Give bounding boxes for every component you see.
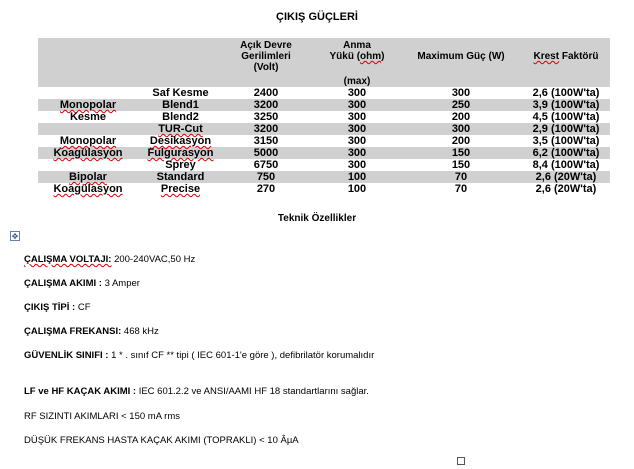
crest-cell: 4,5 (100W'ta) [532, 111, 600, 123]
volt-cell: 3200 [253, 99, 279, 111]
power-cell: 150 [451, 159, 471, 171]
spec-value: 1 * . sınıf CF ** tipi ( IEC 601-1'e göre ), defibrilatör korumalıdır [111, 350, 375, 361]
crest-cell: 8,4 (100W'ta) [532, 159, 600, 171]
group-koagulasyon2-text: Koagülasyon [53, 183, 123, 195]
load-cell: 300 [347, 111, 367, 123]
crest-cell: 6,2 (100W'ta) [532, 147, 600, 159]
crest-cell: 2,6 (100W'ta) [532, 87, 600, 99]
power-cell: 70 [454, 171, 468, 183]
mode-cell [138, 147, 223, 159]
group-monopolar2 [38, 135, 138, 147]
spec-value: 468 kHz [121, 326, 159, 337]
rf-leakage-text: RF SIZINTI AKIMLARI < 150 mA rms [24, 411, 180, 422]
group-monopolar2-text: Monopolar [59, 135, 117, 147]
spec-output-type [24, 302, 444, 314]
krest-word: Krest [533, 51, 560, 62]
spec-label: ÇALIŞMA VOLTAJI: [24, 254, 112, 265]
mode-cell [138, 123, 223, 135]
table-move-handle-icon[interactable]: ✥ [11, 232, 19, 241]
header-load [314, 40, 400, 62]
group-koagulasyon2 [38, 183, 138, 195]
load-cell: 100 [347, 183, 367, 195]
spec-current [24, 278, 444, 290]
load-cell: 300 [347, 99, 367, 111]
header-voltage [223, 40, 309, 73]
spec-value: CF [75, 302, 91, 313]
precise-text: Precise [160, 183, 201, 195]
end-of-cell-marker [457, 457, 465, 465]
volt-cell: 750 [256, 171, 276, 183]
spec-label: ÇALIŞMA FREKANSI: [24, 326, 122, 337]
group-koagulasyon-text: Koagülasyon [53, 147, 123, 159]
power-cell: 70 [454, 183, 468, 195]
crest-cell: 3,5 (100W'ta) [532, 135, 600, 147]
spec-voltage [24, 254, 444, 266]
load-cell: 100 [347, 171, 367, 183]
spec-value: 200-240VAC,50 Hz [111, 254, 196, 265]
mode-cell: Standard [156, 171, 205, 183]
load-cell: 300 [347, 135, 367, 147]
mode-cell: Blend2 [162, 111, 199, 123]
mode-cell: Sprey [165, 159, 196, 171]
volt-cell: 3150 [253, 135, 279, 147]
power-cell: 150 [451, 147, 471, 159]
spec-value: 3 Amper [101, 278, 140, 289]
spec-frequency [24, 326, 444, 338]
ohm-word: ohm [360, 51, 382, 62]
group-bipolar [38, 171, 138, 183]
desikasyon-text: Desikasyon [149, 135, 212, 147]
spec-label: ÇALIŞMA AKIMI : [24, 278, 102, 289]
spec-leakage [24, 386, 464, 398]
group-monopolar-text: Monopolar [59, 99, 117, 111]
mode-cell [138, 135, 223, 147]
power-cell: 200 [451, 135, 471, 147]
group-monopolar [38, 99, 138, 111]
header-voltage-line1: Açık Devre [240, 40, 292, 51]
power-cell: 300 [451, 123, 471, 135]
header-load-line2: Yükü (ohm) [329, 51, 385, 62]
spec-label: GÜVENLİK SINIFI : [24, 350, 112, 361]
header-crest: Krest Faktörü [533, 51, 599, 62]
spec-safety-class [24, 350, 424, 362]
volt-cell: 6750 [253, 159, 279, 171]
spec-label: LF ve HF KAÇAK AKIMI : [24, 386, 137, 397]
header-power: Maximum Güç (W) [417, 51, 505, 62]
volt-cell: 3250 [253, 111, 279, 123]
power-cell: 200 [451, 111, 471, 123]
power-cell: 250 [451, 99, 471, 111]
fulgurasyon-text: Fulgurasyon [147, 147, 214, 159]
header-voltage-line2: Gerilimleri [241, 51, 291, 62]
crest-cell: 3,9 (100W'ta) [532, 99, 600, 111]
volt-cell: 3200 [253, 123, 279, 135]
load-cell: 300 [347, 147, 367, 159]
volt-cell: 2400 [253, 87, 279, 99]
header-voltage-line3: (Volt) [253, 62, 279, 73]
crest-cell: 2,6 (20W'ta) [535, 171, 597, 183]
section-subtitle: Teknik Özellikler [277, 213, 357, 224]
group-kesme: Kesme [69, 111, 107, 123]
load-cell: 300 [347, 87, 367, 99]
spec-value: IEC 601.2.2 ve ANSI/AAMI HF 18 standartlarını sağlar. [136, 386, 369, 397]
mode-cell [138, 183, 223, 195]
crest-cell: 2,9 (100W'ta) [532, 123, 600, 135]
low-frequency-leakage-text: DÜŞÜK FREKANS HASTA KAÇAK AKIMI (TOPRAKLI) < 10 ÂµA [24, 435, 299, 446]
crest-cell: 2,6 (20W'ta) [535, 183, 597, 195]
group-bipolar-text: Bipolar [69, 171, 107, 183]
mode-cell: Saf Kesme [152, 87, 209, 99]
tur-cut-text: TUR-Cut [158, 123, 203, 135]
page-title: ÇIKIŞ GÜÇLERİ [276, 11, 358, 23]
spec-label: ÇIKIŞ TİPİ : [24, 302, 76, 313]
header-load-line1: Anma [343, 40, 371, 51]
power-cell: 300 [451, 87, 471, 99]
load-cell: 300 [347, 123, 367, 135]
load-cell: 300 [347, 159, 367, 171]
max-note: (max) [343, 76, 371, 87]
volt-cell: 5000 [253, 147, 279, 159]
volt-cell: 270 [256, 183, 276, 195]
group-koagulasyon [38, 147, 138, 159]
mode-cell: Blend1 [162, 99, 199, 111]
